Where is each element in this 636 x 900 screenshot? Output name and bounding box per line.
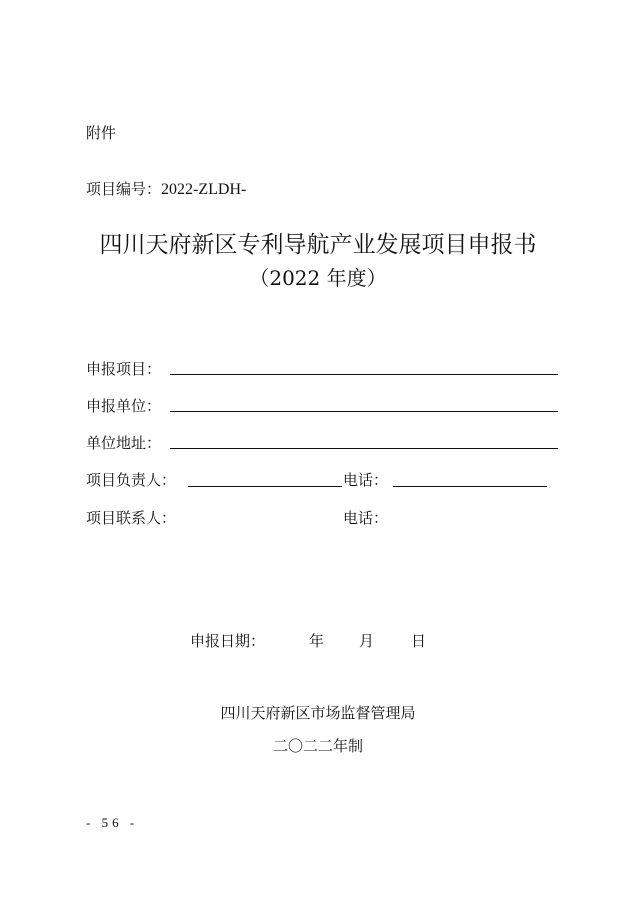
field-contact-label: 项目联系人： [86,509,177,527]
attachment-label: 附件 [86,124,117,142]
project-number-label: 项目编号： [86,180,162,198]
field-project-line[interactable] [170,374,558,375]
date-day: 日 [411,632,427,650]
field-leader-line[interactable] [188,486,342,487]
field-address-line[interactable] [170,448,558,449]
field-leader-phone-label: 电话： [343,471,389,489]
project-number-value: 2022-ZLDH- [161,181,247,198]
project-number [86,178,246,199]
field-unit-label: 申报单位： [86,397,162,415]
made-in: 二〇二二年制 [272,737,363,755]
date-label: 申报日期： [190,632,266,650]
field-unit-line[interactable] [170,411,558,412]
field-leader-phone-line[interactable] [393,486,547,487]
field-project-label: 申报项目： [86,360,162,378]
page-number: - 56 - [86,815,139,830]
date-month: 月 [359,632,375,650]
field-leader-label: 项目负责人： [86,471,177,489]
document-title: 四川天府新区专利导航产业发展项目申报书 [99,232,537,258]
date-year: 年 [309,632,325,650]
field-address-label: 单位地址： [86,434,162,452]
document-subtitle: （2022 年度） [249,266,387,290]
issuer: 四川天府新区市场监督管理局 [220,704,416,722]
field-contact-phone-label: 电话： [343,509,389,527]
